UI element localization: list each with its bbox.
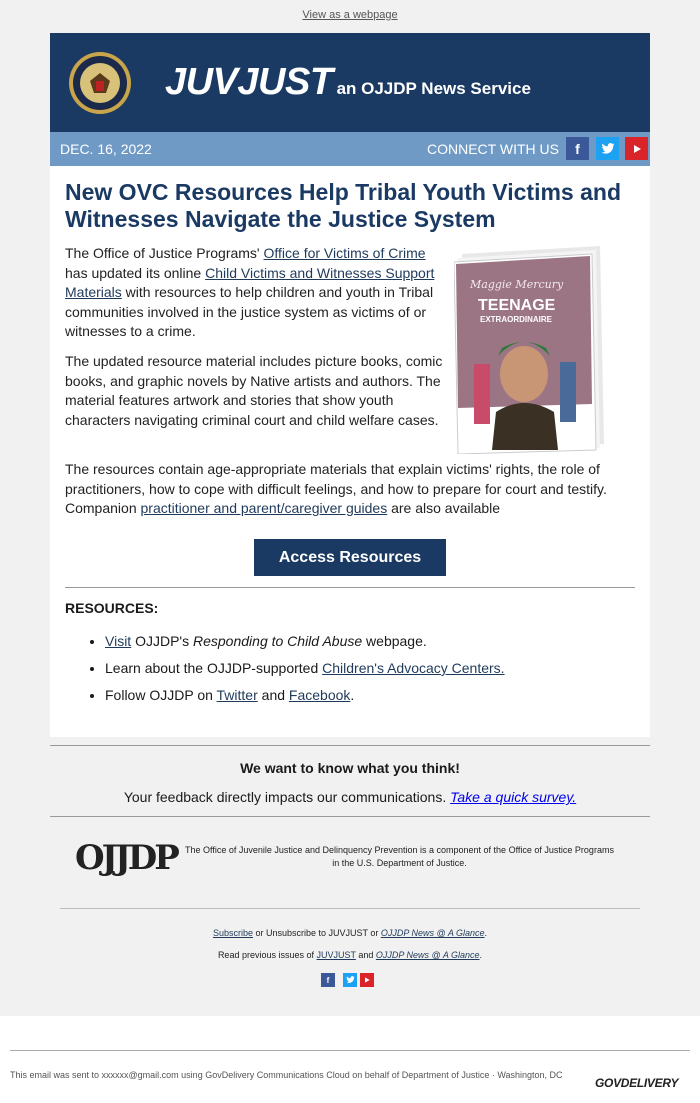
cover-title: TEENAGE [478,297,556,314]
feedback-title: We want to know what you think! [240,760,460,776]
juvjust-link[interactable]: JUVJUST [316,950,356,960]
resources-list [105,633,505,714]
access-resources-button[interactable]: Access Resources [254,539,446,576]
news-glance-archive-link[interactable]: OJJDP News @ A Glance [375,950,480,960]
support-materials-link[interactable]: Child Victims and Witnesses Support Materials [65,264,435,300]
article-paragraph-1 [65,244,440,342]
news-at-a-glance-link[interactable]: OJJDP News @ A Glance [380,928,485,938]
connect-label: CONNECT WITH US [427,141,559,157]
ojjdp-logo: OJJDP [75,838,177,878]
top-bar [0,9,700,21]
book-cover-image [454,244,606,454]
item2-text: Learn about the OJJDP-supported [105,660,323,676]
article-card [50,166,650,737]
read-end: . [479,950,483,960]
facebook-link[interactable]: Facebook [288,687,351,703]
p1-text: The Office of Justice Programs' [65,245,264,261]
ovc-link[interactable]: Office for Victims of Crime [263,245,426,261]
subscribe-line [0,928,700,938]
previous-issues-line [0,950,700,960]
govdelivery-logo: GOVDELIVERY [595,1076,679,1090]
email-container [50,33,650,737]
twitter-link[interactable]: Twitter [216,687,258,703]
brand-subtitle: an OJJDP News Service [336,79,531,98]
issue-date: DEC. 16, 2022 [60,141,152,157]
brand-title: JUVJUST [165,61,333,103]
article-paragraph-2: The updated resource material includes picture books, comic books, and graphic novels by Native artists and authors. The material features artwork and stories that show youth characters navigating criminal court and child welfare cases. [65,353,443,428]
brand [165,61,531,104]
date-bar [50,132,650,166]
twitter-icon[interactable] [343,973,357,987]
youtube-icon[interactable] [360,973,374,987]
subscribe-text: or Unsubscribe to JUVJUST or [252,928,381,938]
footer-text: This email was sent to xxxxxx@gmail.com using GovDelivery Communications Cloud on behalf of Department of Justice · Washington, DC [10,1070,563,1080]
resources-heading: RESOURCES: [65,600,159,616]
read-text: Read previous issues of [217,950,317,960]
p3-text-end: are also available [387,500,501,516]
visit-link[interactable]: Visit [105,633,132,649]
guides-link[interactable]: practitioner and parent/caregiver guides [140,500,388,516]
footer [0,1016,700,1103]
divider [10,1050,690,1051]
survey-link[interactable]: Take a quick survey. [450,789,577,805]
article-paragraph-3 [65,460,625,519]
divider [60,908,640,909]
p1-text-mid: has updated its online [65,264,206,281]
view-as-webpage-link[interactable]: View as a webpage [302,9,398,21]
cover-author: Maggie Mercury [470,278,564,291]
feedback-body: Your feedback directly impacts our communications. [123,789,451,805]
feedback-section [50,745,650,817]
item1-italic: Responding to Child Abuse [193,633,363,649]
feedback-text [50,789,650,805]
list-item [105,687,505,714]
item3-text: Follow OJJDP on [105,687,217,703]
p1-text-end: with resources to help children and youth in Tribal communities involved in the justice system as victims of or witnesses to a crime. [65,284,434,339]
subscribe-link[interactable]: Subscribe [212,928,253,938]
facebook-icon[interactable]: f [566,137,589,160]
advocacy-centers-link[interactable]: Children's Advocacy Centers. [322,660,505,676]
twitter-icon[interactable] [596,137,619,160]
subscribe-end: . [484,928,488,938]
facebook-icon[interactable]: f [321,973,335,987]
doj-seal-icon [68,51,132,115]
item3-text-end: . [350,687,355,703]
item1-text-end: webpage. [362,633,427,649]
read-text-mid: and [355,950,376,960]
p3-text: The resources contain age-appropriate materials that explain victims' rights, the role of practitioners, how to cope with difficult feelings, and how to prepare for court and testify. Companion [65,461,607,516]
header-banner [50,33,650,132]
ojjdp-description: The Office of Juvenile Justice and Delinquency Prevention is a component of the Office of Justice Programs in the U.S. Department of Justice. [185,845,614,868]
youtube-icon[interactable] [625,137,648,160]
list-item [105,660,505,687]
cover-subtitle: EXTRAORDINAIRE [480,315,553,324]
list-item [105,633,505,660]
article-title: New OVC Resources Help Tribal Youth Victims and Witnesses Navigate the Justice System [65,179,621,232]
divider [65,587,635,588]
item1-text: OJJDP's [131,633,193,649]
item3-text-mid: and [257,687,289,703]
